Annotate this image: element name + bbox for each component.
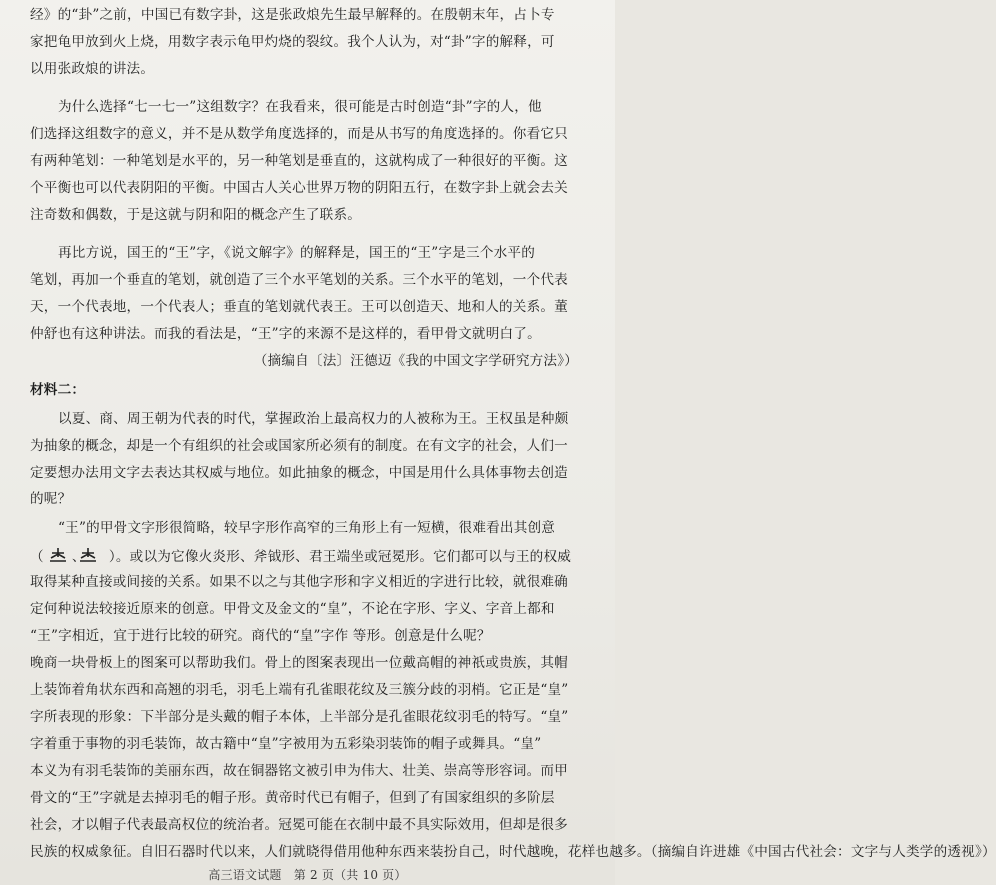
text-line-7: 个平衡也可以代表阴阳的平衡。中国古人关心世界万物的阴阳五行，在数字卦上就会去关 — [30, 180, 568, 196]
text-line-22: 晚商一块骨板上的图案可以帮助我们。骨上的图案表现出一位戴高帽的神祇或贵族，其帽 — [30, 655, 568, 671]
text-line-2: 家把龟甲放到火上烧，用数字表示龟甲灼烧的裂纹。我个人认为，对“卦”字的解释，可 — [30, 34, 555, 50]
text-line-5: 们选择这组数字的意义，并不是从数学角度选择的，而是从书写的角度选择的。你看它只 — [30, 126, 568, 142]
source-citation-1: （摘编自〔法〕汪德迈《我的中国文字学研究方法》） — [253, 353, 578, 369]
source-citation-2: 民族的权威象征。自旧石器时代以来，人们就晓得借用他种东西来装扮自己，时代越晚，花样也越多。（摘编自许进雄《中国古代社会：文字与人类学的透视》） — [30, 844, 996, 860]
text-line-26: 本义为有羽毛装饰的美丽东西，故在铜器铭文被引申为伟大、壮美、崇高等形容词。而甲 — [30, 763, 568, 779]
text-line-24: 字所表现的形象：下半部分是头戴的帽子本体，上半部分是孔雀眼花纹羽毛的特写。“皇” — [30, 709, 569, 725]
text-line-6: 有两种笔划：一种笔划是水平的，另一种笔划是垂直的，这就构成了一种很好的平衡。这 — [30, 153, 568, 169]
text-line-23: 上装饰着角状东西和高翘的羽毛，羽毛上端有孔雀眼花纹及三簇分歧的羽梢。它正是“皇” — [30, 682, 569, 698]
page-footer: 高三语文试题 第 2 页（共 10 页） — [208, 868, 407, 882]
text-line-17: “王”的甲骨文字形很简略，较早字形作高窄的三角形上有一短横，很难看出其创意 — [58, 520, 556, 536]
text-line-14: 为抽象的概念，却是一个有组织的社会或国家所必须有的制度。在有文字的社会，人们一 — [30, 438, 568, 454]
glyph-line-rest: ）。或以为它像火炎形、斧钺形、君王端坐或冠冕形。它们都可以与王的权威 — [108, 549, 572, 565]
text-line-9: 再比方说，国王的“王”字，《说文解字》的解释是，国王的“王”字是三个水平的 — [58, 245, 535, 261]
text-line-8: 注奇数和偶数，于是这就与阴和阳的概念产生了联系。 — [30, 207, 362, 223]
text-line-12: 仲舒也有这种讲法。而我的看法是，“王”字的来源不是这样的，看甲骨文就明白了。 — [30, 326, 541, 342]
text-line-11: 天，一个代表地，一个代表人；垂直的笔划就代表王。王可以创造天、地和人的关系。董 — [30, 299, 568, 315]
text-line-28: 社会，才以帽子代表最高权位的统治者。冠冕可能在衣制中最不具实际效用，但却是很多 — [30, 817, 568, 833]
section-heading-material-2: 材料二： — [30, 382, 86, 398]
paren-open: （ — [30, 549, 44, 565]
oracle-bone-wang-glyphs — [48, 546, 104, 564]
text-line-13: 以夏、商、周王朝为代表的时代，掌握政治上最高权力的人被称为王。王权虽是种颇 — [58, 411, 569, 427]
text-line-15: 定要想办法用文字去表达其权威与地位。如此抽象的概念，中国是用什么具体事物去创造 — [30, 465, 568, 481]
text-line-21: “王”字相近，宜于进行比较的研究。商代的“皇”字作 等形。创意是什么呢？ — [30, 628, 491, 644]
text-line-20: 定何种说法较接近原来的创意。甲骨文及金文的“皇”，不论在字形、字义、字音上都和 — [30, 601, 555, 617]
text-line-1: 经》的“卦”之前，中国已有数字卦，这是张政烺先生最早解释的。在殷朝末年，占卜专 — [30, 7, 555, 23]
text-line-19: 取得某种直接或间接的关系。如果不以之与其他字形和字义相近的字进行比较，就很难确 — [30, 574, 568, 590]
text-line-18 — [30, 546, 590, 564]
text-line-4: 为什么选择“七一七一”这组数字？在我看来，很可能是古时创造“卦”字的人，他 — [58, 99, 542, 115]
text-line-27: 骨文的“王”字就是去掉羽毛的帽子形。黄帝时代已有帽子，但到了有国家组织的多阶层 — [30, 790, 555, 806]
text-line-10: 笔划，再加一个垂直的笔划，就创造了三个水平笔划的关系。三个水平的笔划，一个代表 — [30, 272, 568, 288]
text-line-16: 的呢？ — [30, 491, 72, 507]
text-line-25: 字着重于事物的羽毛装饰，故古籍中“皇”字被用为五彩染羽装饰的帽子或舞具。“皇” — [30, 736, 542, 752]
text-line-3: 以用张政烺的讲法。 — [30, 61, 155, 77]
glyph-separator: 、 — [72, 550, 86, 565]
